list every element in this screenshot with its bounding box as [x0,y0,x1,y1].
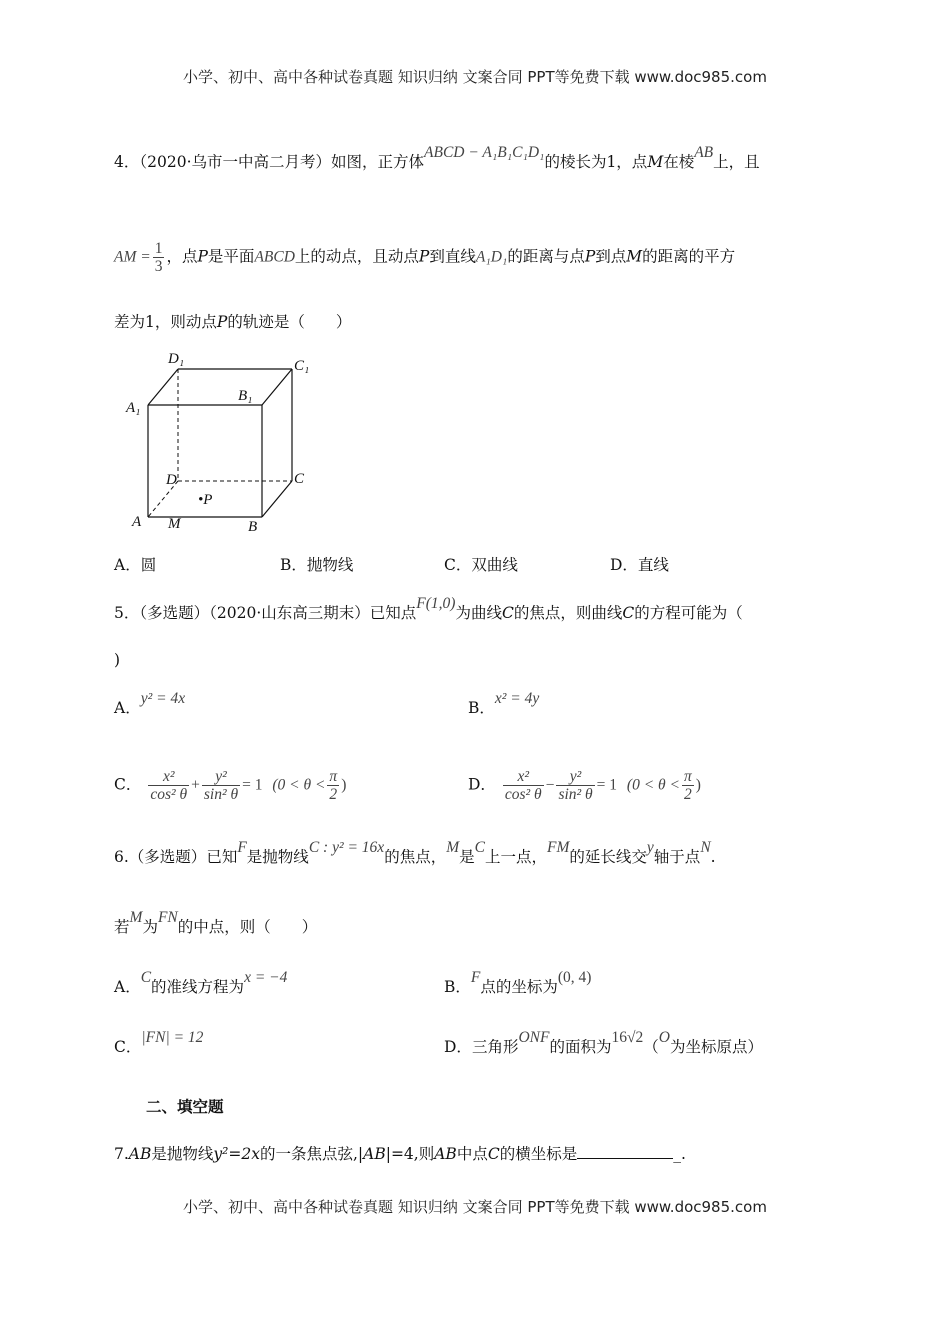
page-footer: 小学、初中、高中各种试卷真题 知识归纳 文案合同 PPT等免费下载 www.doc985.com [183,1198,767,1216]
q5-line-2: ) [114,651,121,669]
edge-b1c1 [262,369,292,405]
q4-option-c: C．双曲线 [444,556,518,574]
q6-line-2: 若M为FN的中点，则（ ） [114,909,318,936]
answer-blank [577,1144,673,1159]
q5-option-a: A．y² = 4x [114,690,186,717]
q6-option-d: D．三角形ONF的面积为16√2（O为坐标原点） [444,1029,763,1056]
q7-line: 7.AB是抛物线y²=2x的一条焦点弦,|AB|=4,则AB中点C的横坐标是 _. [114,1145,686,1163]
q4-option-b: B．抛物线 [280,556,354,574]
edge-d1a1 [148,369,178,405]
q5-line-1: 5．（多选题）（2020·山东高三期末）已知点F(1,0)为曲线C的焦点，则曲线C的方程可能为（ [114,595,743,622]
page-header: 小学、初中、高中各种试卷真题 知识归纳 文案合同 PPT等免费下载 www.doc985.com [183,68,767,86]
q4-cube-name: ABCD − A₁B₁C₁D₁ [424,144,545,161]
label-m: M [168,516,181,532]
label-a1: A₁ [126,400,141,416]
q5-option-b: B．x² = 4y [468,690,540,717]
q5-option-c: C． $\frac{\text{x²}}{\text{cos² θ}}$ + $\frac{\text{y²}}{\text{sin² θ}}$ = 1 (0 < θ < $\frac{\pi}{2}$ ) [114,768,347,803]
q4-fraction: $\frac{1}{3}$ [154,240,163,275]
label-b1: B₁ [238,388,253,404]
q4-line-3: 差为1，则动点P的轨迹是（ ） [114,313,352,331]
q4-line-2: AM = $\frac{1}{3}$ ，点P是平面ABCD上的动点，且动点P到直线A₁D₁的距离与点P到点M的距离的平方 [114,240,736,275]
q4-option-d: D．直线 [610,556,669,574]
label-c1: C₁ [294,358,310,374]
q4-line-1: 4．（2020·乌市一中高二月考）如图，正方体ABCD − A₁B₁C₁D₁的棱长为1，点M在棱AB上，且 [114,144,760,171]
q4-option-a: A．圆 [114,556,157,574]
label-d1: D₁ [168,351,185,367]
label-d: D [166,472,177,488]
q6-line-1: 6.（多选题）已知F是抛物线C : y² = 16x的焦点，M是C上一点，FM的延长线交y轴于点N. [114,839,716,866]
label-c: C [294,471,305,487]
q6-option-b: B．F点的坐标为(0, 4) [444,969,592,996]
cube-figure [118,344,328,539]
edge-bc [262,481,292,517]
label-b: B [248,519,258,535]
q5-option-d: D． $\frac{\text{x²}}{\text{cos² θ}}$ − $\frac{\text{y²}}{\text{sin² θ}}$ = 1 (0 < θ < $\frac{\pi}{2}$ ) [468,768,701,803]
label-a: A [132,514,142,530]
q6-option-a: A．C的准线方程为x = −4 [114,969,288,996]
q6-option-c: C．|FN| = 12 [114,1029,204,1056]
label-p: •P [198,492,213,508]
section-title: 二、填空题 [146,1098,224,1116]
